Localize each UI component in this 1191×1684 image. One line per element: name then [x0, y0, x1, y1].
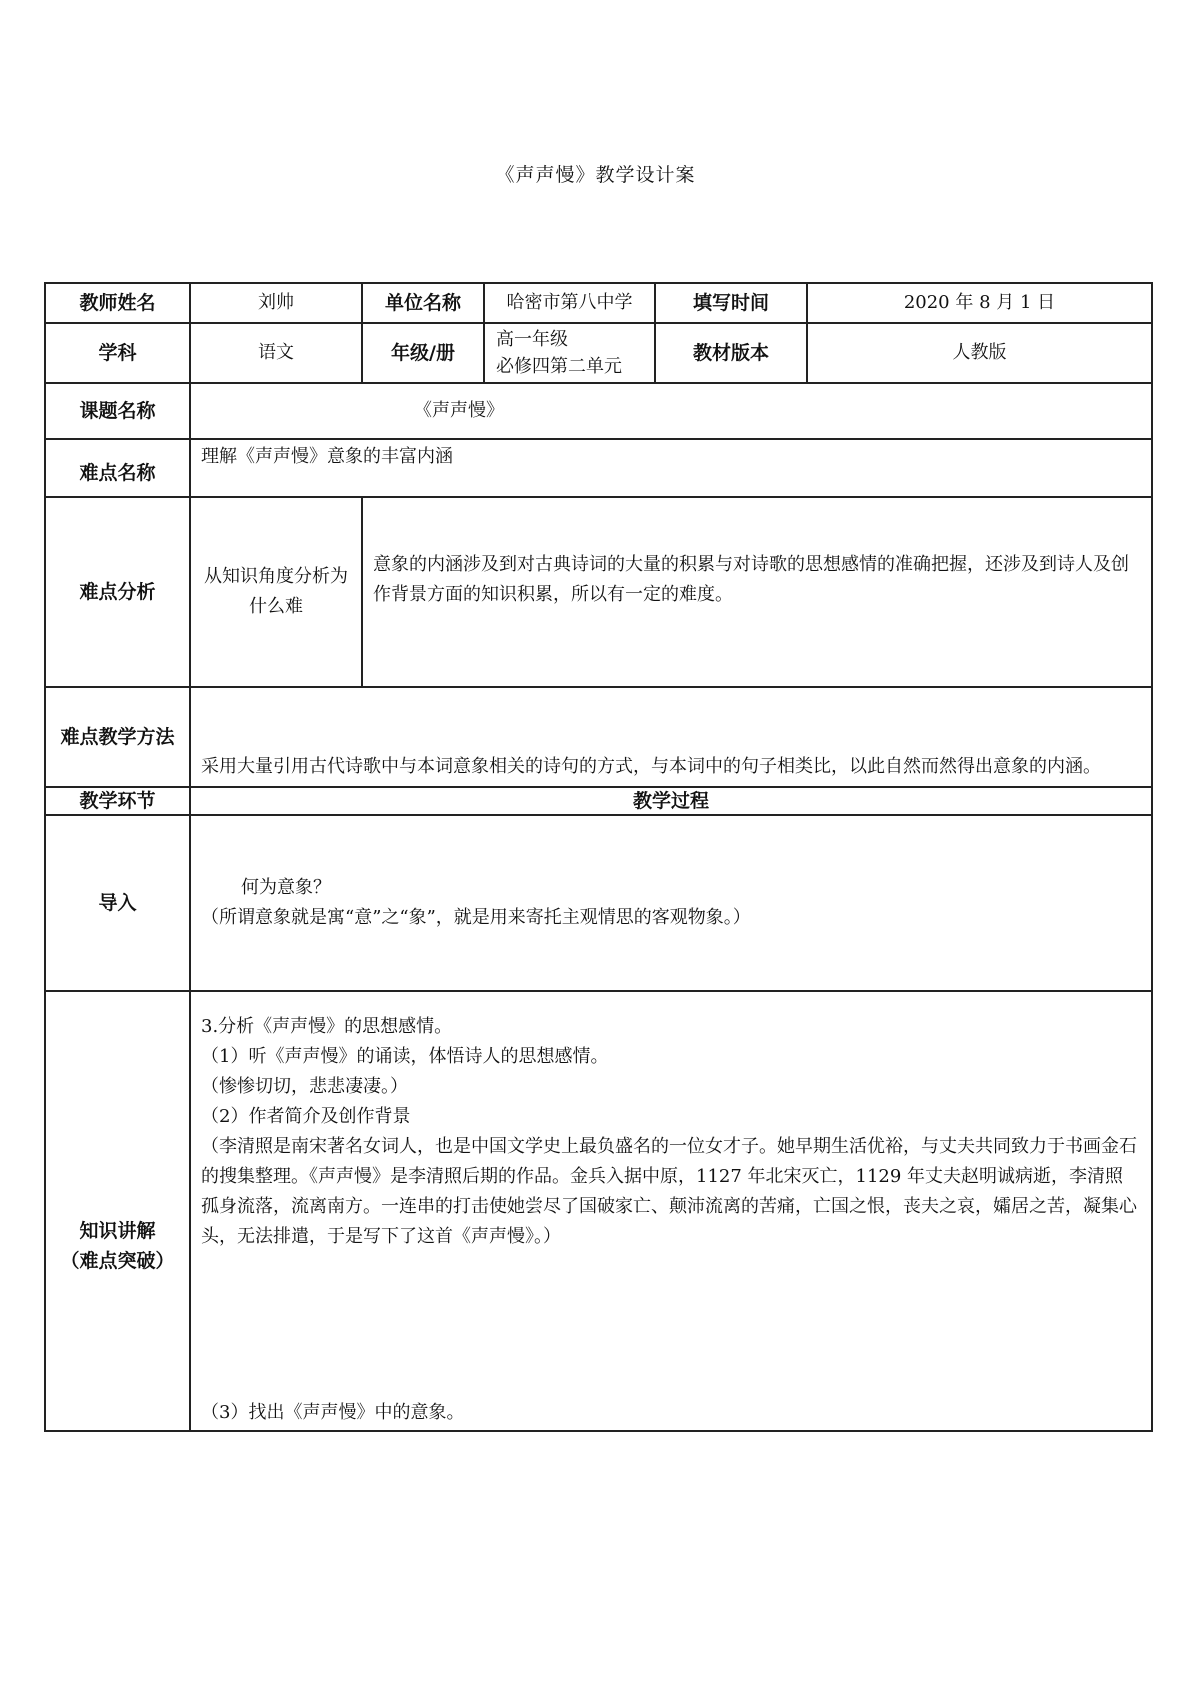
analysis-text: 意象的内涵涉及到对古典诗词的大量的积累与对诗歌的思想感情的准确把握，还涉及到诗人及创作背景方面的知识积累，所以有一定的难度。	[362, 497, 1152, 687]
time-label: 填写时间	[655, 283, 807, 323]
process-right-header: 教学过程	[190, 787, 1152, 815]
grade-label: 年级/册	[362, 323, 484, 383]
time-value: 2020 年 8 月 1 日	[807, 283, 1152, 323]
analysis-sub-label: 从知识角度分析为什么难	[190, 497, 362, 687]
topic-text: 《声声慢》	[414, 400, 504, 421]
method-text: 采用大量引用古代诗歌中与本词意象相关的诗句的方式，与本词中的句子相类比，以此自然而然得出意象的内涵。	[190, 687, 1152, 787]
lesson-plan-table	[44, 282, 1153, 1432]
intro-question: 何为意象？	[241, 877, 331, 898]
process-header-row	[45, 787, 1152, 815]
knowledge-line-4: （2）作者简介及创作背景	[201, 1106, 411, 1127]
intro-label: 导入	[45, 815, 190, 991]
knowledge-line-5: （李清照是南宋著名女词人，也是中国文学史上最负盛名的一位女才子。她早期生活优裕，与丈夫共同致力于书画金石的搜集整理。《声声慢》是李清照后期的作品。金兵入据中原，1127 年北宋灭亡，1129 年丈夫赵明诚病逝，李清照孤身流落，流离南方。一连串的打击使她尝尽了国破家亡、颠沛流离的苦痛，亡国之恨，丧夫之哀，孀居之苦，凝集心头，无法排遣，于是写下了这首《声声慢》。）	[201, 1136, 1137, 1247]
knowledge-label-line-1: 知识讲解	[79, 1219, 156, 1242]
grade-value	[484, 323, 655, 383]
process-left-header: 教学环节	[45, 787, 190, 815]
intro-content	[190, 815, 1152, 991]
info-row-2	[45, 323, 1152, 383]
teacher-label: 教师姓名	[45, 283, 190, 323]
topic-value	[190, 383, 1152, 439]
info-row-1	[45, 283, 1152, 323]
page-title: 《声声慢》教学设计案	[495, 164, 696, 186]
difficulty-label: 难点名称	[45, 439, 190, 497]
analysis-row	[45, 497, 1152, 687]
edition-value: 人教版	[807, 323, 1152, 383]
knowledge-row	[45, 991, 1152, 1431]
topic-row	[45, 383, 1152, 439]
knowledge-line-3: （惨惨切切，悲悲凄凄。）	[201, 1076, 408, 1097]
intro-answer: （所谓意象就是寓“意”之“象”，就是用来寄托主观情思的客观物象。）	[201, 907, 751, 928]
unit-label: 单位名称	[362, 283, 484, 323]
subject-label: 学科	[45, 323, 190, 383]
method-row	[45, 687, 1152, 787]
knowledge-line-1: 3.分析《声声慢》的思想感情。	[201, 1016, 453, 1037]
knowledge-label-line-2: （难点突破）	[60, 1249, 175, 1272]
method-label: 难点教学方法	[45, 687, 190, 787]
knowledge-line-2: （1）听《声声慢》的诵读，体悟诗人的思想感情。	[201, 1046, 609, 1067]
intro-row	[45, 815, 1152, 991]
knowledge-content	[190, 991, 1152, 1431]
difficulty-row	[45, 439, 1152, 497]
grade-line-1: 高一年级	[496, 329, 568, 350]
knowledge-line-6: （3）找出《声声慢》中的意象。	[201, 1402, 465, 1423]
subject-value: 语文	[190, 323, 362, 383]
unit-value: 哈密市第八中学	[484, 283, 655, 323]
edition-label: 教材版本	[655, 323, 807, 383]
grade-line-2: 必修四第二单元	[496, 356, 622, 377]
difficulty-value: 理解《声声慢》意象的丰富内涵	[190, 439, 1152, 497]
analysis-label: 难点分析	[45, 497, 190, 687]
teacher-value: 刘帅	[190, 283, 362, 323]
topic-label: 课题名称	[45, 383, 190, 439]
knowledge-label	[45, 991, 190, 1431]
